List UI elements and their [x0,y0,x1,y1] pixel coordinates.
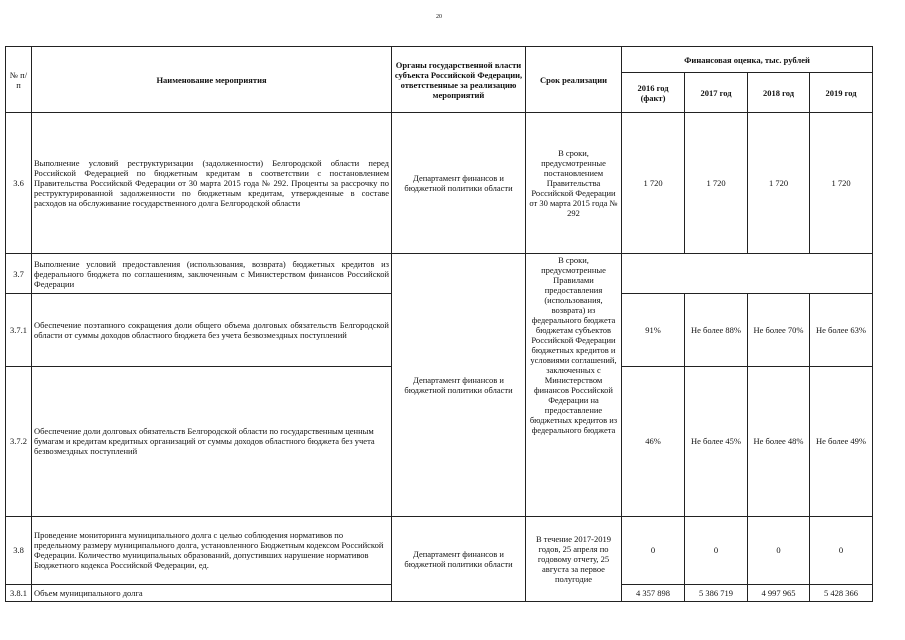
row-org: Департамент финансов и бюджетной политики области [392,254,526,516]
table-row [6,113,873,254]
row-value-2018: Не более 70% [748,294,810,366]
row-name: Обеспечение поэтапного сокращения доли общего объема долговых обязательств Белгородской области от суммы доходов областного бюджета без учета безвозмездных поступлений [32,294,392,366]
row-value-2017: 1 720 [685,113,748,254]
row-value-2018: 1 720 [748,113,810,254]
table-row [6,516,873,584]
row-name: Объем муниципального долга [32,584,392,601]
row-value-2019: 1 720 [810,113,873,254]
row-num: 3.8.1 [6,584,32,601]
row-value-2017: Не более 45% [685,366,748,516]
row-value-2017: Не более 88% [685,294,748,366]
header-year-2019: 2019 год [810,73,873,113]
row-value-2018: Не более 48% [748,366,810,516]
row-value-2016: 91% [622,294,685,366]
header-num: № п/п [6,47,32,113]
row-num: 3.7 [6,254,32,294]
row-value-2016: 1 720 [622,113,685,254]
financial-plan-table [5,46,873,602]
header-year-2017: 2017 год [685,73,748,113]
row-org: Департамент финансов и бюджетной политики области [392,113,526,254]
row-num: 3.7.2 [6,366,32,516]
row-org: Департамент финансов и бюджетной политики области [392,516,526,601]
row-value-2016: 0 [622,516,685,584]
row-value-2018: 4 997 965 [748,584,810,601]
empty-values [622,254,873,294]
table-row [6,254,873,294]
header-year-2018: 2018 год [748,73,810,113]
row-value-2016: 4 357 898 [622,584,685,601]
header-year-2016: 2016 год (факт) [622,73,685,113]
row-value-2019: 0 [810,516,873,584]
row-term: В течение 2017-2019 годов, 25 апреля по годовому отчету, 25 августа за первое полугодие [526,516,622,601]
row-num: 3.7.1 [6,294,32,366]
row-name: Обеспечение доли долговых обязательств Белгородской области по государственным ценным бумагам и кредитам кредитных организаций от суммы доходов областного бюджета без учета безвозмездных поступлений [32,366,392,516]
page-number: 20 [436,14,442,20]
row-value-2017: 5 386 719 [685,584,748,601]
row-value-2017: 0 [685,516,748,584]
header-term: Срок реализации [526,47,622,113]
row-term: В сроки, предусмотренные Правилами предоставления (использования, возврата) из федерального бюджета бюджетам субъектов Российской Федерации бюджетных кредитов и условиями соглашений, заключенных с Министерством финансов Российской Федерации на предоставление бюджетных кредитов из федерального бюджета [526,254,622,516]
row-num: 3.6 [6,113,32,254]
row-value-2016: 46% [622,366,685,516]
row-value-2019: Не более 63% [810,294,873,366]
header-fin: Финансовая оценка, тыс. рублей [622,47,873,73]
row-value-2019: 5 428 366 [810,584,873,601]
row-term: В сроки, предусмотренные постановлением Правительства Российской Федерации от 30 марта 2015 года № 292 [526,113,622,254]
header-org: Органы государственной власти субъекта Российской Федерации, ответственные за реализацию мероприятий [392,47,526,113]
row-value-2019: Не более 49% [810,366,873,516]
row-value-2018: 0 [748,516,810,584]
row-num: 3.8 [6,516,32,584]
row-name: Выполнение условий предоставления (использования, возврата) бюджетных кредитов из федерального бюджета по соглашениям, заключенным с Министерством финансов Российской Федерации [32,254,392,294]
row-name: Проведение мониторинга муниципального долга с целью соблюдения нормативов по предельному размеру муниципального долга, установленного Бюджетным кодексом Российской Федерации. Количество муниципальных образований, допустивших нарушение нормативов Бюджетного кодекса Российской Федерации, ед. [32,516,392,584]
row-name: Выполнение условий реструктуризации (задолженности) Белгородской области перед Российской Федерацией по бюджетным кредитам в соответствии с постановлением Правительства Российской Федерации от 30 марта 2015 года № 292. Проценты за рассрочку по реструктурированной задолженности по бюджетным кредитам, утвержденные в составе расходов на обслуживание государственного долга Белгородской области [32,113,392,254]
header-name: Наименование мероприятия [32,47,392,113]
